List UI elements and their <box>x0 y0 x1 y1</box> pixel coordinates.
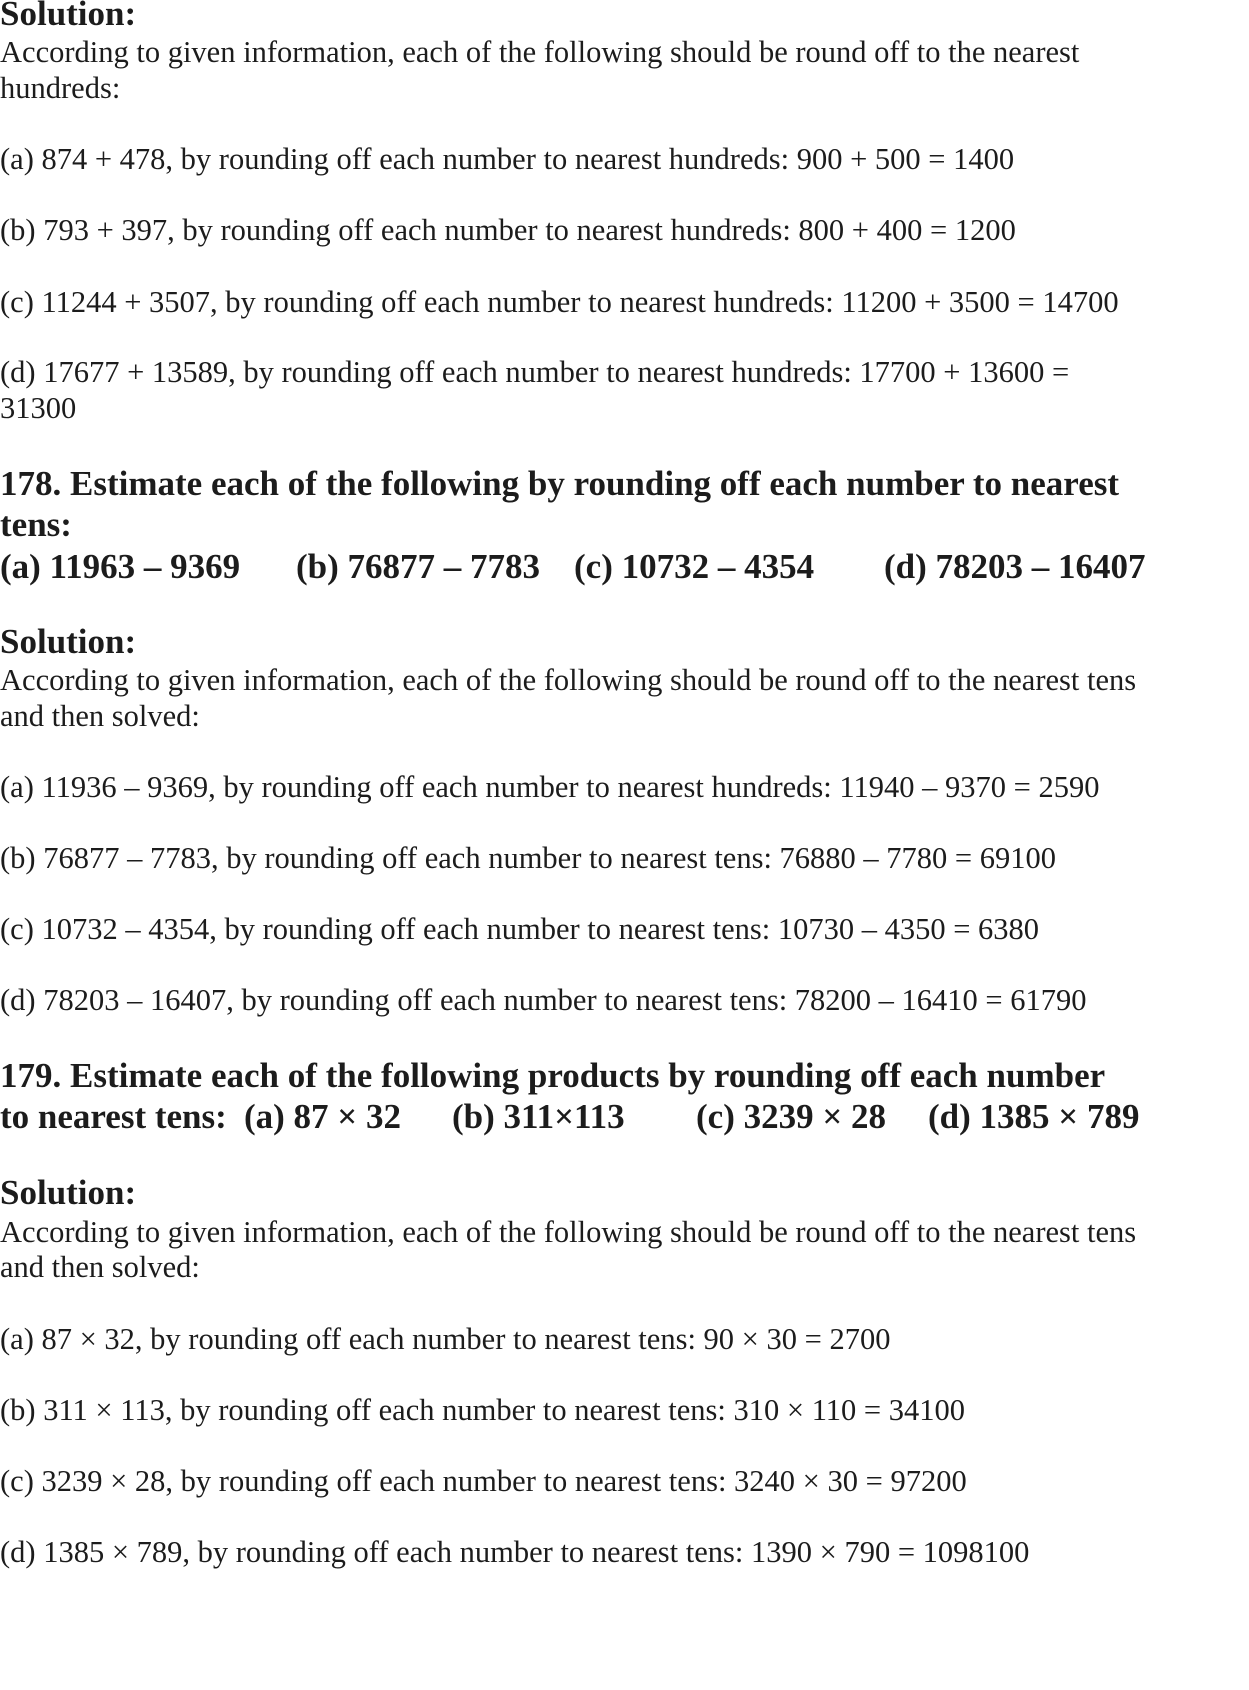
solution-intro-179-line2: and then solved: <box>0 1250 200 1284</box>
question-178-part-a: (a) 11963 – 9369 <box>0 547 241 586</box>
question-178-part-d: (d) 78203 – 16407 <box>884 547 1146 586</box>
question-179-line1: 179. Estimate each of the following products by rounding off each number <box>0 1056 1106 1095</box>
answer-179-c: (c) 3239 × 28, by rounding off each number to nearest tens: 3240 × 30 = 97200 <box>0 1464 967 1498</box>
solution-heading-178: Solution: <box>0 622 137 661</box>
answer-178-d: (d) 78203 – 16407, by rounding off each number to nearest tens: 78200 – 16410 = 61790 <box>0 983 1087 1017</box>
answer-177-c: (c) 11244 + 3507, by rounding off each number to nearest hundreds: 11200 + 3500 = 14700 <box>0 285 1119 319</box>
question-178-part-b: (b) 76877 – 7783 <box>296 547 541 586</box>
answer-177-d-continued: 31300 <box>0 391 77 425</box>
solution-intro-177-line2: hundreds: <box>0 71 121 105</box>
answer-178-b: (b) 76877 – 7783, by rounding off each number to nearest tens: 76880 – 7780 = 69100 <box>0 841 1057 875</box>
answer-177-b: (b) 793 + 397, by rounding off each number to nearest hundreds: 800 + 400 = 1200 <box>0 213 1016 247</box>
answer-179-d: (d) 1385 × 789, by rounding off each number to nearest tens: 1390 × 790 = 1098100 <box>0 1535 1030 1569</box>
solution-intro-177-line1: According to given information, each of the following should be round off to the nearest <box>0 35 1080 69</box>
answer-177-a: (a) 874 + 478, by rounding off each number to nearest hundreds: 900 + 500 = 1400 <box>0 142 1015 176</box>
answer-177-d: (d) 17677 + 13589, by rounding off each number to nearest hundreds: 17700 + 13600 = <box>0 355 1070 389</box>
solution-intro-178-line1: According to given information, each of the following should be round off to the nearest tens <box>0 663 1137 697</box>
solution-intro-179-line1: According to given information, each of the following should be round off to the nearest tens <box>0 1215 1137 1249</box>
question-178-part-c: (c) 10732 – 4354 <box>574 547 815 586</box>
question-179-line2 <box>0 1095 1249 1139</box>
solution-heading-179: Solution: <box>0 1173 137 1212</box>
question-178-line2: tens: <box>0 505 72 544</box>
question-178-line1: 178. Estimate each of the following by rounding off each number to nearest <box>0 464 1120 503</box>
question-179-part-b: (b) 311×113 <box>452 1097 625 1136</box>
question-179-part-c: (c) 3239 × 28 <box>696 1097 887 1136</box>
answer-179-b: (b) 311 × 113, by rounding off each number to nearest tens: 310 × 110 = 34100 <box>0 1393 966 1427</box>
answer-178-c: (c) 10732 – 4354, by rounding off each number to nearest tens: 10730 – 4350 = 6380 <box>0 912 1040 946</box>
question-179-prefix: to nearest tens: <box>0 1097 227 1136</box>
question-179-part-d: (d) 1385 × 789 <box>928 1097 1140 1136</box>
answer-178-a: (a) 11936 – 9369, by rounding off each number to nearest hundreds: 11940 – 9370 = 2590 <box>0 770 1100 804</box>
question-179-part-a: (a) 87 × 32 <box>244 1097 402 1136</box>
question-178-parts <box>0 545 1249 589</box>
solution-intro-178-line2: and then solved: <box>0 699 200 733</box>
answer-179-a: (a) 87 × 32, by rounding off each number to nearest tens: 90 × 30 = 2700 <box>0 1322 891 1356</box>
solution-heading-177: Solution: <box>0 0 137 33</box>
